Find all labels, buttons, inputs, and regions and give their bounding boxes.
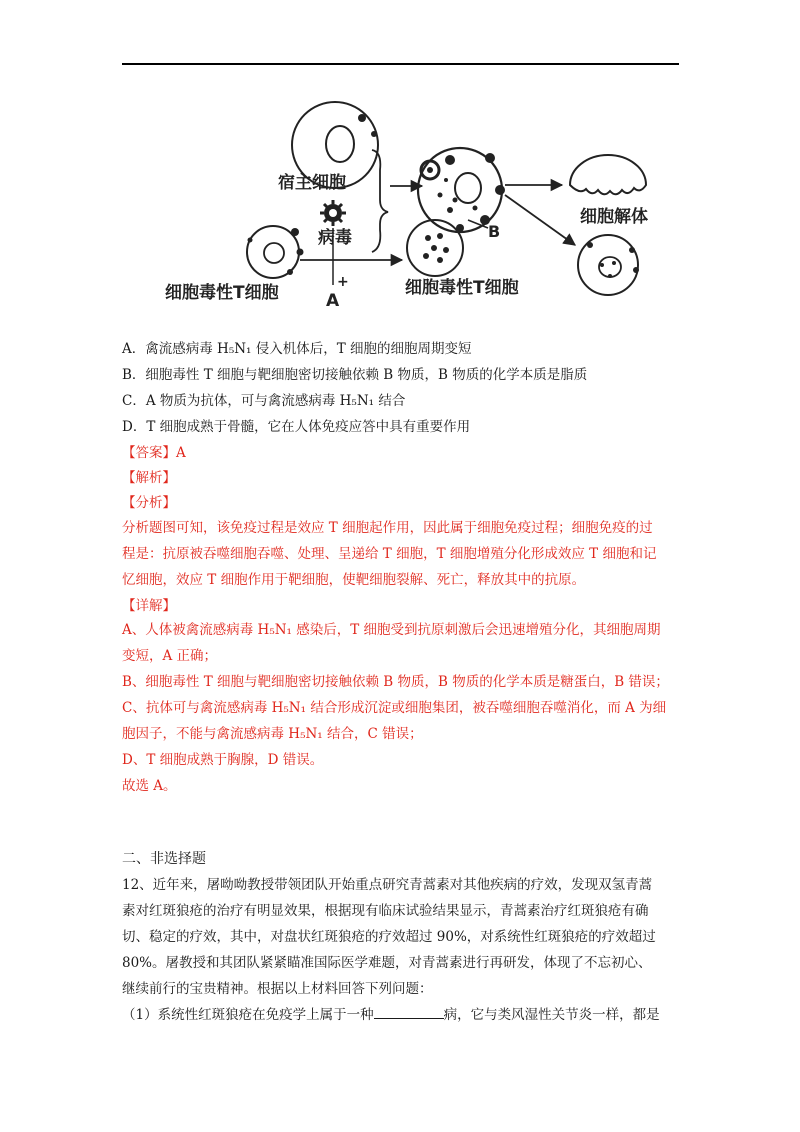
fenxi-line-2: 程是：抗原被吞噬细胞吞噬、处理、呈递给 T 细胞，T 细胞增殖分化形成效应 T 细胞和记	[122, 546, 657, 562]
q12-sub1-after: 病，它与类风湿性关节炎一样，都是	[443, 1007, 660, 1023]
virus-icon	[320, 200, 346, 226]
q12-line-4: 80%。屠教授和其团队紧紧瞄准国际医学难题，对青蒿素进行再研发，体现了不忘初心、	[122, 955, 652, 971]
option-a: A．禽流感病毒 H₅N₁ 侵入机体后，T 细胞的细胞周期变短	[122, 341, 472, 357]
arrow-to-lower-cell	[505, 195, 575, 245]
label-plus: +	[337, 274, 349, 290]
t-cell-right-icon	[407, 220, 463, 276]
top-rule	[122, 63, 679, 65]
option-b: B．细胞毒性 T 细胞与靶细胞密切接触依赖 B 物质，B 物质的化学本质是脂质	[122, 367, 588, 383]
lysing-cell-icon	[570, 155, 646, 194]
xiangjie-line-3: B、细胞毒性 T 细胞与靶细胞密切接触依赖 B 物质，B 物质的化学本质是糖蛋白，B 错误；	[122, 674, 669, 690]
q12-sub1-before: （1）系统性红斑狼疮在免疫学上属于一种	[122, 1007, 374, 1023]
t-cell-left-icon	[247, 226, 304, 278]
label-a: A	[326, 291, 340, 311]
answer-blank[interactable]	[374, 1006, 444, 1019]
option-d: D．T 细胞成熟于骨髓，它在人体免疫应答中具有重要作用	[122, 419, 471, 435]
label-virus: 病毒	[318, 228, 352, 248]
fenxi-line-1: 分析题图可知，该免疫过程是效应 T 细胞起作用，因此属于细胞免疫过程；细胞免疫的过	[122, 520, 653, 536]
q12-line-1: 12、近年来，屠呦呦教授带领团队开始重点研究青蒿素对其他疾病的疗效，发现双氢青蒿	[122, 877, 653, 893]
q12-line-2: 素对红斑狼疮的治疗有明显效果，根据现有临床试验结果显示，青蒿素治疗红斑狼疮有确	[122, 903, 649, 919]
xiangjie-line-1: A、人体被禽流感病毒 H₅N₁ 感染后，T 细胞受到抗原刺激后会迅速增殖分化，其细胞周期	[122, 622, 661, 638]
lysed-cell-icon	[578, 235, 639, 295]
label-t-cell-right: 细胞毒性T细胞	[405, 278, 519, 298]
analysis-title: 【解析】	[122, 470, 176, 486]
q12-line-3: 切、稳定的疗效，其中，对盘状红斑狼疮的疗效超过 90%，对系统性红斑狼疮的疗效超过	[122, 929, 656, 945]
fenxi-line-3: 忆细胞，效应 T 细胞作用于靶细胞，使靶细胞裂解、死亡，释放其中的抗原。	[122, 572, 586, 588]
option-c: C．A 物质为抗体，可与禽流感病毒 H₅N₁ 结合	[122, 393, 406, 409]
q12-line-5: 继续前行的宝贵精神。根据以上材料回答下列问题：	[122, 981, 433, 997]
xiangjie-line-5: 胞因子，不能与禽流感病毒 H₅N₁ 结合，C 错误；	[122, 726, 423, 742]
xiangjie-line-6: D、T 细胞成熟于胸腺，D 错误。	[122, 752, 324, 768]
answer: 【答案】A	[122, 445, 186, 461]
immune-diagram	[150, 100, 670, 320]
xiangjie-line-2: 变短，A 正确；	[122, 648, 218, 664]
label-b: B	[488, 222, 501, 241]
brace	[372, 150, 388, 252]
xiangjie-title: 【详解】	[122, 598, 176, 614]
xiangjie-line-7: 故选 A。	[122, 778, 177, 794]
label-t-cell-left: 细胞毒性T细胞	[165, 283, 279, 303]
label-lysis: 细胞解体	[580, 207, 648, 227]
label-host-cell: 宿主细胞	[278, 173, 346, 193]
fenxi-title: 【分析】	[122, 495, 176, 511]
q12-sub1	[122, 1006, 660, 1023]
section-title: 二、非选择题	[122, 851, 206, 867]
xiangjie-line-4: C、抗体可与禽流感病毒 H₅N₁ 结合形成沉淀或细胞集团，被吞噬细胞吞噬消化，而 A 为细	[122, 700, 667, 716]
